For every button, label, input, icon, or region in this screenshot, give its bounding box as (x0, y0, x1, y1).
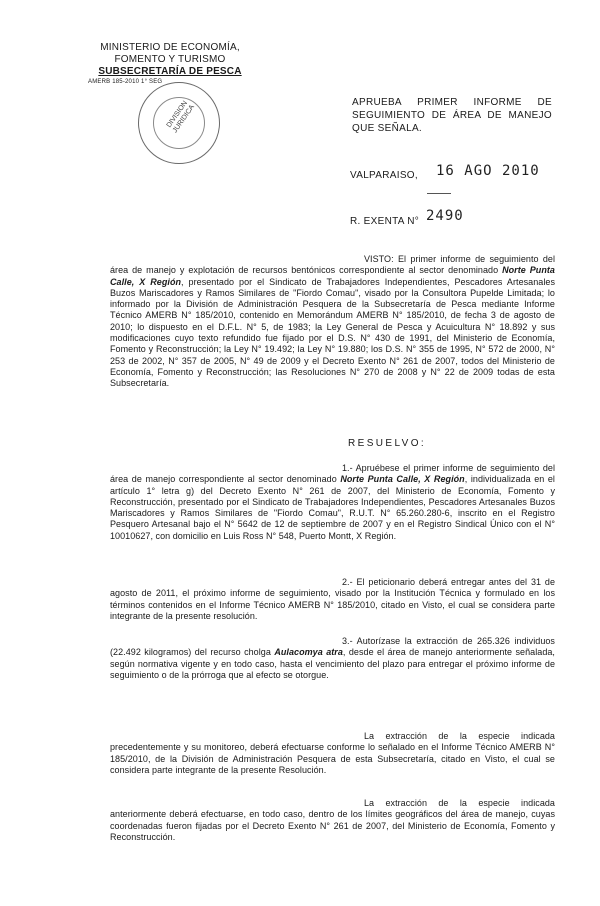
visto-paragraph (110, 254, 555, 390)
para5-label: La extracción de la especie indicada (364, 798, 555, 808)
resolution-point-2 (110, 577, 555, 622)
resolution-point-3 (110, 636, 555, 681)
reference-code: AMERB 185-2010 1° SEG (88, 79, 163, 85)
point3-species: Aulacomya atra (274, 647, 343, 658)
point3-label: 3.- Autorízase la extracción de 265.326 (342, 636, 510, 646)
visto-body: , presentado por el Sindicato de Trabajadores Independientes, Pescadores Artesanales Buzos Mariscadores y Ramos Similares de "Fiordo Comau", visado por la Consultora Pupelde Limitada; lo informado por la División de Administración Pesquera de la Subsecretaría de Pesca mediante Informe Técnico AMERB N° 185/2010, contenido en Memorándum AMERB N° 185/2010, de fecha 3 de agosto de 2010; lo dispuesto en el D.F.L. N° 5, de 1983; la Ley General de Pesca y Acuicultura N° 18.892 y sus modificaciones cuyo texto refundido fue fijado por el D.S. N° 430 de 1991, del Ministerio de Economía, Fomento y Reconstrucción; la Ley N° 19.492; la Ley N° 19.880; los D.S. N° 355 de 1995, N° 572 de 2000, N° 253 de 2002, N° 357 de 2005, N° 49 de 2009 y el Decreto Exento N° 261 de 2007, todos del Ministerio de Economía, Fomento y Reconstrucción; las Resoluciones N° 270 de 2008 y N° 22 de 2009 todas de esta Subsecretaría. (110, 276, 555, 389)
resolution-point-1 (110, 463, 555, 542)
exenta-label: R. EXENTA N° (350, 216, 420, 227)
ministry-name-cont: FOMENTO Y TURISMO (114, 54, 226, 65)
extraction-paragraph-2 (110, 798, 555, 843)
point1-sector: Norte Punta Calle, X Región (340, 474, 465, 485)
subsecretaria-name: SUBSECRETARÍA DE PESCA (98, 66, 242, 77)
point2-body: 31 de agosto de 2011, el próximo informe de seguimiento, visado por la Institución Técnica y formulado en los términos contenidos en el Informe Técnico AMERB N° 185/2010, citado en Visto, el cual se considera parte integrante de la presente resolución. (110, 577, 555, 621)
document-subject: APRUEBA PRIMER INFORME DE SEGUIMIENTO DE ÁREA DE MANEJO QUE SEÑALA. (352, 97, 552, 134)
point3-body: , desde el área de manejo anteriormente señalada, según normativa vigente y en todo caso, hasta el vencimiento del plazo para entregar el próximo informe de seguimiento o de la prórroga que al efecto se otorgue. (110, 647, 555, 680)
date-stamp: 16 AGO 2010 (436, 163, 540, 179)
resuelvo-heading: RESUELVO: (348, 438, 427, 449)
visto-label: VISTO: (364, 254, 394, 264)
ministry-name: MINISTERIO DE ECONOMÍA, (100, 42, 240, 53)
para5-body: anteriormente deberá efectuarse, en todo caso, dentro de los límites geográficos del área de manejo, cuyas coordenadas fueron fijadas por el Decreto Exento N° 261 de 2007, del Ministerio de Economía, Fomento y Reconstrucción. (110, 809, 555, 842)
visto-sector: Norte Punta Calle, X Región (110, 265, 555, 287)
exenta-number: 2490 (426, 208, 464, 224)
point3-pre: individuos (22.492 kilogramos) del recurso cholga (110, 636, 555, 658)
visto-intro: El primer informe de seguimiento del área de manejo y explotación de recursos bentónicos correspondiente al sector denominado (110, 254, 555, 276)
seal-text: DIVISION JURIDICA (165, 99, 196, 135)
official-seal (138, 82, 220, 164)
exenta-dash-mark (427, 193, 451, 195)
point1-label: 1.- Apruébese el primer informe de seguimiento del área de manejo correspondiente al sector denominado (110, 463, 555, 485)
place-label: VALPARAISO, (350, 170, 418, 181)
extraction-paragraph-1 (110, 731, 555, 776)
para4-body: precedentemente y su monitoreo, deberá efectuarse conforme lo señalado en el Informe Técnico AMERB N° 185/2010, de la División de Administración Pesquera de esta Subsecretaría, citado en Visto, el cual se considera parte integrante de la presente Resolución. (110, 742, 555, 775)
point1-body: , individualizada en el artículo 1° letra g) del Decreto Exento N° 261 de 2007, del Ministerio de Economía, Fomento y Reconstrucción, presentado por el Sindicato de Trabajadores Independientes, Pescadores Artesanales Buzos Mariscadores y Ramos Similares de "Fiordo Comau", R.U.T. N° 65.260.280-6, inscrito en el Registro Pesquero Artesanal bajo el N° 5642 de 12 de septiembre de 2007 y en el Registro Sindical Único con el N° 10010627, con domicilio en Luis Ross N° 548, Puerto Montt, X Región. (110, 474, 555, 541)
point2-label: 2.- El peticionario deberá entregar antes del (342, 577, 528, 587)
para4-label: La extracción de la especie indicada (364, 731, 555, 741)
letterhead (70, 42, 270, 86)
